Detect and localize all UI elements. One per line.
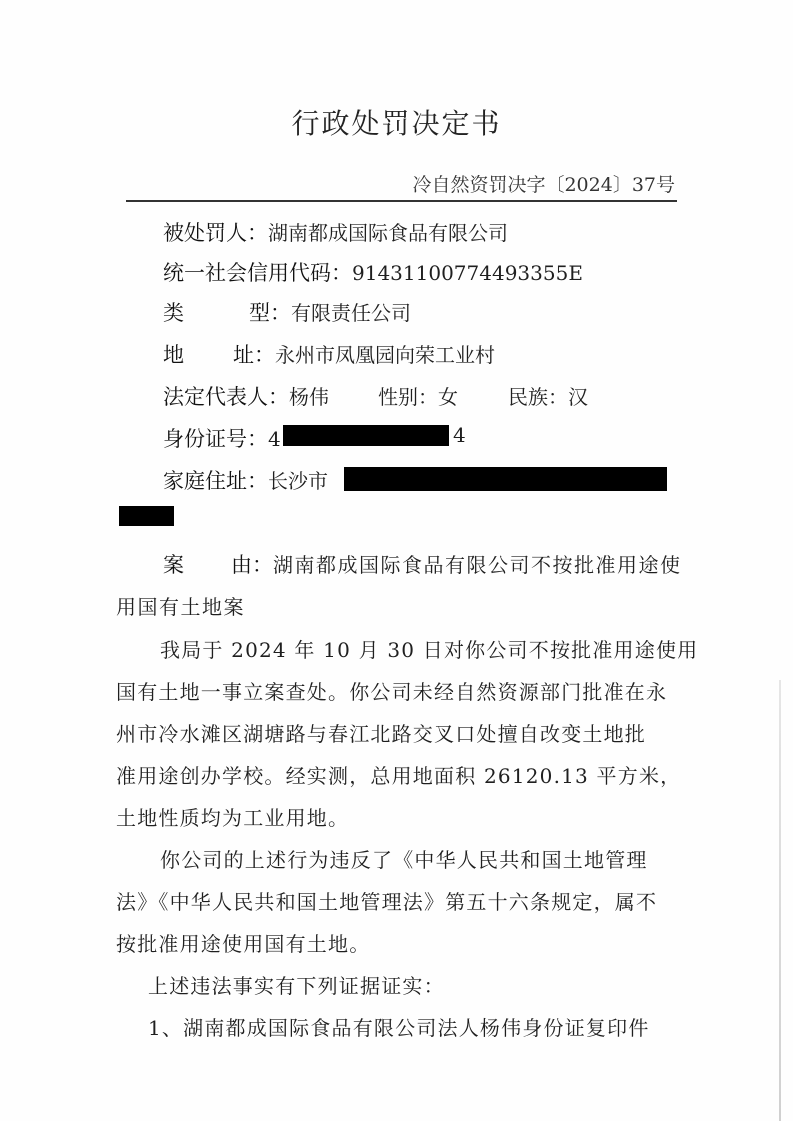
para1-line3: 州市冷水滩区湖塘路与春江北路交叉口处擅自改变土地批 <box>116 722 646 746</box>
document-number: 冷自然资罚决字〔2024〕37号 <box>412 174 675 196</box>
case-cause-line1: 湖南都成国际食品有限公司不按批准用途使 <box>273 553 682 577</box>
ethnic-field <box>508 381 588 410</box>
case-cause-label-first: 案 <box>163 553 184 577</box>
id-number-prefix: 4 <box>268 427 281 451</box>
ethnic-label: 民族： <box>508 385 568 409</box>
document-title: 行政处罚决定书 <box>291 107 502 140</box>
gender-value: 女 <box>438 385 458 409</box>
type-label-first: 类 <box>163 301 184 325</box>
case-cause-row <box>163 549 682 579</box>
scan-edge-shadow <box>779 680 781 1121</box>
home-address-prefix: 长沙市 <box>268 469 328 493</box>
para1-line5: 土地性质均为工业用地。 <box>116 806 350 830</box>
credit-code-label: 统一社会信用代码： <box>163 261 352 285</box>
para1-line2: 国有土地一事立案查处。你公司未经自然资源部门批准在永 <box>116 680 668 704</box>
header-divider <box>126 200 677 202</box>
address-value: 永州市凤凰园向荣工业村 <box>275 343 495 367</box>
address-label-first: 地 <box>163 343 184 367</box>
id-number-label: 身份证号： <box>163 427 268 451</box>
gender-label: 性别： <box>378 385 438 409</box>
home-address-redaction-continued <box>119 506 174 526</box>
para2-line3: 按批准用途使用国有土地。 <box>116 932 371 956</box>
para1-line1: 我局于 2024 年 10 月 30 日对你公司不按批准用途使用 <box>160 638 699 662</box>
para1-line4: 准用途创办学校。经实测，总用地面积 26120.13 平方米， <box>116 764 682 788</box>
credit-code-row <box>163 257 583 287</box>
para2-line1: 你公司的上述行为违反了《中华人民共和国土地管理 <box>160 848 648 872</box>
home-address-redaction <box>344 467 667 491</box>
evidence-item-1: 1、湖南都成国际食品有限公司法人杨伟身份证复印件 <box>148 1016 650 1040</box>
case-cause-line2: 用国有土地案 <box>116 595 245 619</box>
credit-code-value: 91431100774493355E <box>352 261 583 285</box>
party-name-row <box>163 217 508 247</box>
type-label-second: 型： <box>249 301 291 325</box>
evidence-intro: 上述违法事实有下列证据证实： <box>148 974 445 998</box>
id-number-row <box>163 423 281 453</box>
legal-rep-row <box>163 381 329 411</box>
address-label-second: 址： <box>233 343 275 367</box>
legal-rep-label: 法定代表人： <box>163 385 289 409</box>
id-number-suffix: 4 <box>453 423 466 447</box>
home-address-label: 家庭住址： <box>163 469 268 493</box>
type-row <box>163 297 411 327</box>
para2-line2: 法》《中华人民共和国土地管理法》第五十六条规定，属不 <box>116 890 658 914</box>
address-row <box>163 339 495 369</box>
party-name-label: 被处罚人： <box>163 221 268 245</box>
gender-field <box>378 381 458 410</box>
id-number-redaction <box>283 425 449 446</box>
type-value: 有限责任公司 <box>291 301 411 325</box>
home-address-row <box>163 465 328 495</box>
party-name-value: 湖南都成国际食品有限公司 <box>268 221 508 245</box>
case-cause-label-second: 由： <box>231 553 273 577</box>
legal-rep-name: 杨伟 <box>289 385 329 409</box>
ethnic-value: 汉 <box>568 385 588 409</box>
